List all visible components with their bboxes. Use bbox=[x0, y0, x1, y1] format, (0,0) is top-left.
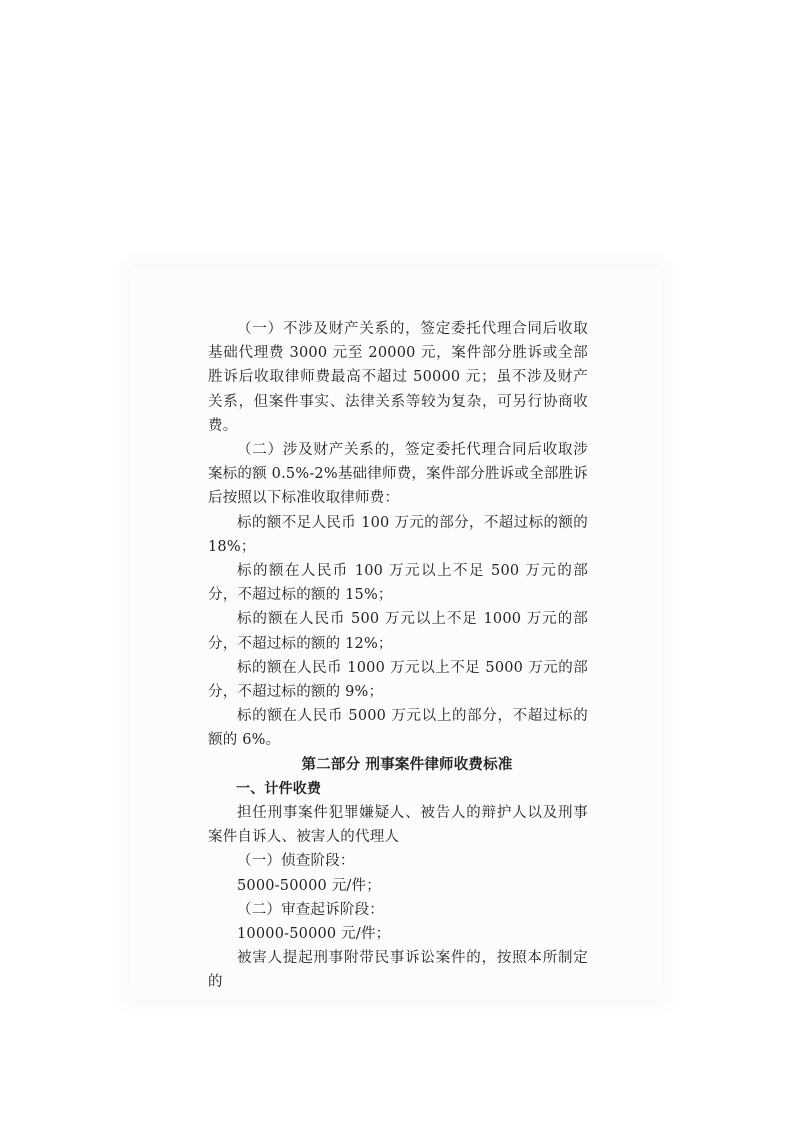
document-body bbox=[208, 317, 588, 995]
stage1-label: （一）侦查阶段： bbox=[237, 853, 355, 870]
paragraph-non-property: （一）不涉及财产关系的，签定委托代理合同后收取基础代理费 3000 元至 20000 元，案件部分胜诉或全部胜诉后收取律师费最高不超过 50000 元；虽不涉及财产关系，但案件事实、法律关系等较为复杂，可另行协商收费。 bbox=[208, 321, 588, 434]
part2-heading: 第二部分 刑事案件律师收费标准 bbox=[301, 756, 513, 773]
paragraph-tier-3: 标的额在人民币 500 万元以上不足 1000 万元的部分，不超过标的额的 12%； bbox=[208, 611, 588, 652]
stage2-fee: 10000-50000 元/件； bbox=[237, 926, 391, 943]
section1-heading: 一、计件收费 bbox=[236, 780, 322, 797]
paragraph-tier-1: 标的额不足人民币 100 万元的部分，不超过标的额的 18%； bbox=[208, 514, 588, 555]
section1-intro: 担任刑事案件犯罪嫌疑人、被告人的辩护人以及刑事案件自诉人、被害人的代理人 bbox=[208, 805, 588, 846]
last-paragraph: 被害人提起刑事附带民事诉讼案件的，按照本所制定的 bbox=[208, 950, 588, 991]
stage1-fee: 5000-50000 元/件； bbox=[237, 877, 381, 894]
paragraph-property: （二）涉及财产关系的，签定委托代理合同后收取涉案标的额 0.5%-2%基础律师费，案件部分胜诉或全部胜诉后按照以下标准收取律师费： bbox=[208, 442, 588, 507]
stage2-label: （二）审查起诉阶段： bbox=[237, 901, 384, 918]
paragraph-tier-2: 标的额在人民币 100 万元以上不足 500 万元的部分，不超过标的额的 15%； bbox=[208, 563, 588, 604]
paragraph-tier-5: 标的额在人民币 5000 万元以上的部分，不超过标的额的 6%。 bbox=[208, 708, 588, 749]
paragraph-tier-4: 标的额在人民币 1000 万元以上不足 5000 万元的部分，不超过标的额的 9%； bbox=[208, 659, 588, 701]
